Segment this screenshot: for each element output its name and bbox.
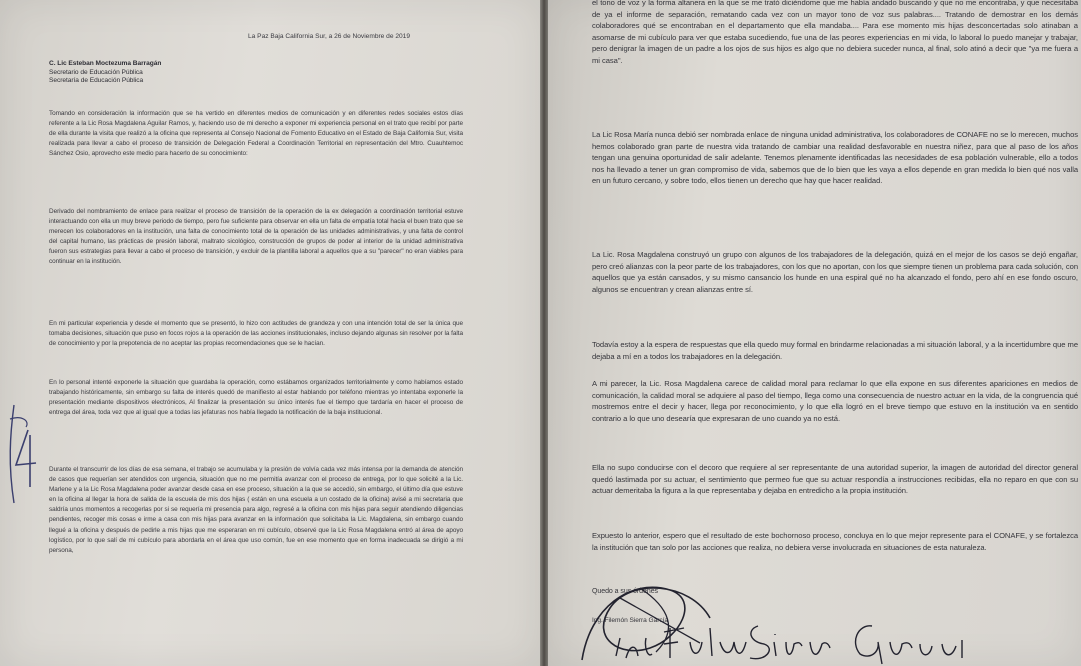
recipient-organization: Secretaría de Educación Pública: [49, 77, 144, 85]
date-line: La Paz Baja California Sur, a 26 de Noviembre de 2019: [248, 33, 411, 40]
paragraph: Todavía estoy a la espera de respuestas que ella quedo muy formal en brindarme relacionadas a mi situación laboral, y a la incertidumbre que me dejaba a mí en a todos los trabajadores en la delegación.: [592, 340, 1078, 361]
recipient-title: Secretario de Educación Pública: [49, 68, 143, 76]
paragraph: Tomando en consideración la información que se ha vertido en diferentes medios de comunicación y en diferentes redes sociales estos días referente a la Lic Rosa Magdalena Aguilar Ramos, y, haciendo uso de mi derecho a exponer mi experiencia personal en el trato que recibí por parte de ella durante la visita que realizó a la oficina que representa al Consejo Nacional de Fomento Educativo en el Estado de Baja California Sur, visita realizada para llevar a cabo el proceso de transición de Delegación Federal a Coordinación Territorial en representación del Mtro. Cuauhtemoc Sánchez Osio, aprovecho este medio para hacerlo de su conocimiento:: [49, 110, 463, 158]
paragraph: Durante el transcurrir de los días de esa semana, el trabajo se acumulaba y la presión de volvía cada vez más intensa por la demanda de atención de casos que requerían ser atendidos con urgencia, situación que no me permitía avanzar con el proceso de entrega, por lo que solicité a la Lic. Marlene y a la Lic Rosa Magdalena poder avanzar desde casa en ese proceso, situación a la que se accedió, sin embargo, el último día que estuve en la oficina al llegar la hora de salida de la escuela de mis dos hijas ( están en una escuela a un costado de la oficina) avisé a mi secretaria que saldría unos momentos a recogerlas por si se requería mi presencia para algo, regresé a la oficina con mis hijas para seguir atendiendo diligencias pendientes, recoger mis cosas e irme a casa con mis hijas para avanzar en la información que solicitaba la Lic. Magdalena, sin embargo cuando llegué a la oficina y después de pedirle a mis hijas que me esperaran en mi cubículo, observé que la Lic Rosa Magdalena entró al área de apoyo logístico, por lo que salí de mi cubículo para abordarla en el área que uso común, fue en ese momento que en forma inadecuada se dirigió a mi persona,: [49, 466, 463, 554]
recipient-block: [49, 60, 349, 86]
handwritten-margin-number: [0, 395, 48, 515]
paragraph: La Lic. Rosa Magdalena construyó un grupo con algunos de los trabajadores de la delegación, quizá en el mejor de los casos se dejó engañar, pero creó alianzas con la peor parte de los trabajadores, con los que no aportan, con los que siempre tienen un problema para cada solución, con aquellos que ya están cansados, y su mismo cansancio los hunde en una espiral qué no ha alcanzado el fondo, pero ahí en ese fondo oscuro, algunos se encuentran y crean alianzas entre sí.: [592, 250, 1078, 294]
recipient-name: C. Lic Esteban Moctezuma Barragán: [49, 60, 162, 67]
book-gutter: [540, 0, 548, 666]
paragraph: Expuesto lo anterior, espero que el resultado de este bochornoso proceso, concluya en lo que mejor represente para el CONAFE, y se fortalezca la institución que tan solo por las acciones que realiza, no debiera verse involucrada en situaciones de esta naturaleza.: [592, 531, 1078, 552]
closing-line: Quedo a sus órdenes: [592, 588, 658, 595]
paragraph: Derivado del nombramiento de enlace para realizar el proceso de transición de la operación de la ex delegación a coordinación territorial estuve interactuando con ella un muy breve periodo de tiempo, pero fue suficiente para observar en ella un falta de empatía total hacia el buen trato que se merecen los colaboradores en la institución, una falta de conocimiento total de la operación de las unidades administrativas, y una falta de control del capital humano, las prácticas de presión laboral, maltrato sicológico, construcción de grupos de poder al interior de la unidad administrativa fueron sus estrategias para llevar a cabo el proceso de transición, y excluir de la plantilla laboral a aquellos que a su "parecer" no eran viables para continuar en la institución.: [49, 208, 463, 266]
right-letter-page: [548, 0, 1081, 666]
paragraph: A mi parecer, la Lic. Rosa Magdalena carece de calidad moral para reclamar lo que ella expone en sus diferentes apariciones en medios de comunicación, la calidad moral se adquiere al paso del tiempo, llega como una consecuencia de nuestro actuar en la vida, de la congruencia qué mostremos entre el decir y hacer, llega por reconocimiento, y lo que ella logró en el breve tiempo que estuvo en la institución va en sentido contrario a lo que uno desearía que expresaran de uno cuando ya no está.: [592, 379, 1078, 423]
paragraph: En lo personal intenté exponerle la situación que guardaba la operación, como estábamos organizados territorialmente y como habíamos estado trabajando históricamente, sin embargo su falta de interés quedó de manifiesto al estar hablando por teléfono mientras yo intentaba exponerle la presentación mediante dispositivos electrónicos, Al finalizar la presentación su único interés fue el tiempo que tardaría en hacer el proceso de entrega del área, toda vez que al igual que a todas las jefaturas nos había llegado la notificación de la baja institucional.: [49, 379, 463, 417]
signer-printed-name: Ing. Filemón Sierra García: [592, 617, 669, 624]
left-letter-page: [0, 0, 540, 666]
paragraph: En mi particular experiencia y desde el momento que se presentó, lo hizo con actitudes de grandeza y con una intención total de ser la única que tomaba decisiones, situación que puso en focos rojos a la operación de las acciones institucionales, incluso dejando algunas sin resolver por la falta de conocimiento y por la prepotencia de no aceptar las propias recomendaciones que se le hacían.: [49, 320, 463, 348]
paragraph: el tono de voz y la forma altanera en la que se me trató diciéndome que me había andado buscando y que no me encontraba, y que necesitaba de ya el informe de separación, rematando cada vez con un mayor tono de voz sus palabras.... Tratando de demostrar en los demás colaboradores qué se encontraban en el departamento que ella mandaba.... Para ese momento mis hijas desconcertadas solo atinaban a asomarse de mi cubículo para ver que estaba sucediendo, fue una de las peores experiencias en mi vida, lo laboral lo puedo manejar y trabajar, pero denigrar la imagen de un padre a los ojos de sus hijos es algo que no debiera suceder nunca, al final, solo atinó a decir que "ya me fuera a mi casa".: [592, 0, 1078, 65]
handwritten-signature: [560, 568, 980, 666]
paragraph: Ella no supo conducirse con el decoro que requiere al ser representante de una autoridad superior, la imagen de autoridad del director general quedó lastimada por su actuar, el sentimiento que permeo fue que su actuar respondía a instrucciones recibidas, ella no reparo en que con su actuar demeritaba la figura a la que representaba y dejaba en entredicho a la propia institución.: [592, 463, 1078, 496]
paragraph: La Lic Rosa María nunca debió ser nombrada enlace de ninguna unidad administrativa, los colaboradores de CONAFE no se lo merecen, muchos hemos colaborado gran parte de nuestra vida tratando de cambiar una realidad desfavorable en nuestra niñez, para que al paso de los años tengan una genuina oportunidad de salir adelante. Tenemos plenamente identificadas las necesidades de esa población vulnerable, ello a todos nos ha llevado a tener un gran compromiso de vida, sabemos que de lo bien que les vaya a ellos depende en gran medida lo bien qué nos valla en un futuro cercano, y sobre todo, ellos tienen un derecho que hay que hacer realidad.: [592, 130, 1078, 186]
